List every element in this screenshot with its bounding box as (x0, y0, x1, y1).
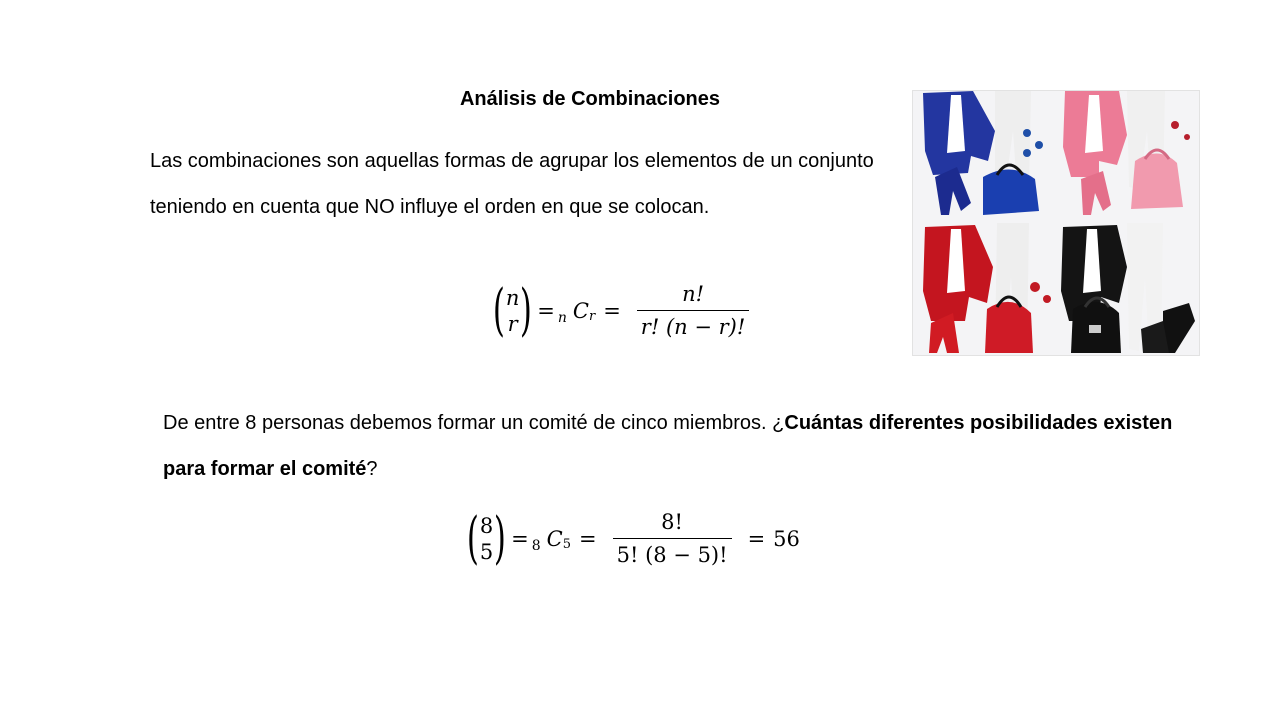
subscript-right: r (588, 309, 596, 324)
binom-top: 8 (479, 513, 494, 538)
equals-sign: = (603, 298, 621, 323)
fraction (613, 510, 732, 567)
slide-title: Análisis de Combinaciones (459, 88, 721, 110)
problem-text: De entre 8 personas debemos formar un comité de cinco miembros. ¿ (163, 412, 785, 434)
combination-symbol: C (546, 526, 563, 551)
fraction (637, 282, 750, 339)
equals-sign: = (747, 526, 766, 551)
right-paren: ) (494, 505, 507, 571)
intro-paragraph: Las combinaciones son aquellas formas de agrupar los elementos de un conjunto teniendo en cuenta que NO influye el orden en que se colocan. (150, 150, 874, 218)
binom-top: n (505, 285, 520, 310)
left-paren: ( (466, 505, 479, 571)
denominator: r! (n − r)! (637, 310, 750, 339)
equals-sign: = (578, 526, 597, 551)
subscript-left: n (557, 309, 567, 326)
equals-sign: = (511, 526, 529, 551)
outfits-illustration (913, 91, 1199, 355)
subscript-right: 5 (562, 537, 571, 552)
left-paren: ( (492, 277, 505, 343)
numerator: n! (682, 282, 705, 306)
combination-symbol: C (572, 298, 589, 323)
denominator: 5! (8 − 5)! (613, 538, 732, 567)
subscript-left: 8 (531, 537, 541, 554)
right-paren: ) (520, 277, 533, 343)
combination-formula (488, 277, 757, 343)
binomial (480, 513, 493, 565)
binomial (506, 285, 520, 337)
binom-bottom: r (507, 311, 518, 336)
numerator: 8! (661, 510, 683, 534)
binom-bottom: 5 (479, 539, 494, 564)
problem-end: ? (366, 458, 378, 480)
fashion-outfits-image (912, 90, 1200, 356)
example-formula (462, 505, 800, 571)
problem-statement (163, 400, 1203, 492)
equals-sign: = (537, 298, 555, 323)
result-value: 56 (773, 526, 800, 551)
problem-question: Cuántas diferentes posibilidades existen para formar el comité (163, 412, 1173, 480)
